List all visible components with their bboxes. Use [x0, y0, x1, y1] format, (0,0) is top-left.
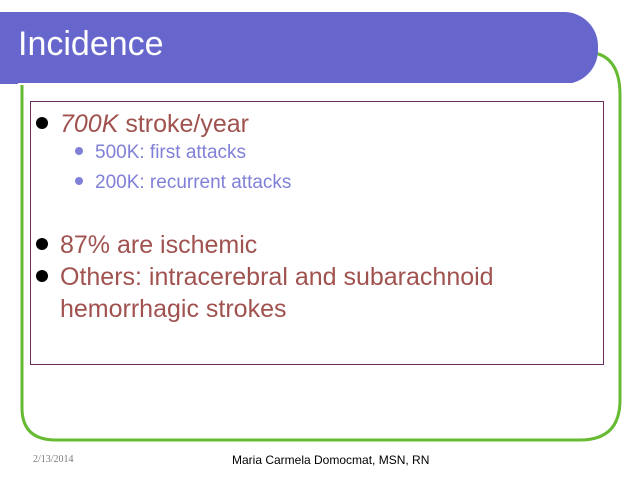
bullet-dot-icon	[36, 117, 48, 129]
bullet-others	[36, 265, 494, 290]
sub-bullet-dot-icon	[75, 177, 83, 185]
footer-date: 2/13/2014	[33, 454, 74, 465]
sub-bullet-recurrent-attacks	[75, 173, 291, 192]
bullet-others-continuation	[60, 297, 286, 322]
content-box	[30, 101, 604, 365]
bullet-ischemic-text: 87% are ischemic	[60, 231, 258, 259]
sub-bullet-first-attacks	[75, 143, 246, 162]
sub-bullet-recurrent-attacks-text: 200K: recurrent attacks	[95, 172, 292, 193]
sub-bullet-first-attacks-text: 500K: first attacks	[95, 142, 247, 163]
bullet-dot-icon	[36, 238, 48, 250]
footer-author: Maria Carmela Domocmat, MSN, RN	[232, 453, 430, 467]
bullet-700k-rest: stroke/year	[118, 110, 249, 138]
slide-title: Incidence	[18, 25, 164, 63]
bullet-700k	[36, 112, 249, 137]
bullet-dot-icon	[36, 270, 48, 282]
sub-bullet-dot-icon	[75, 147, 83, 155]
bullet-others-text: Others: intracerebral and subarachnoid	[60, 263, 494, 291]
title-underline	[18, 83, 598, 85]
bullet-others-continuation-text: hemorrhagic strokes	[60, 295, 287, 323]
bullet-ischemic	[36, 233, 257, 258]
bullet-700k-italic: 700K	[60, 110, 119, 138]
